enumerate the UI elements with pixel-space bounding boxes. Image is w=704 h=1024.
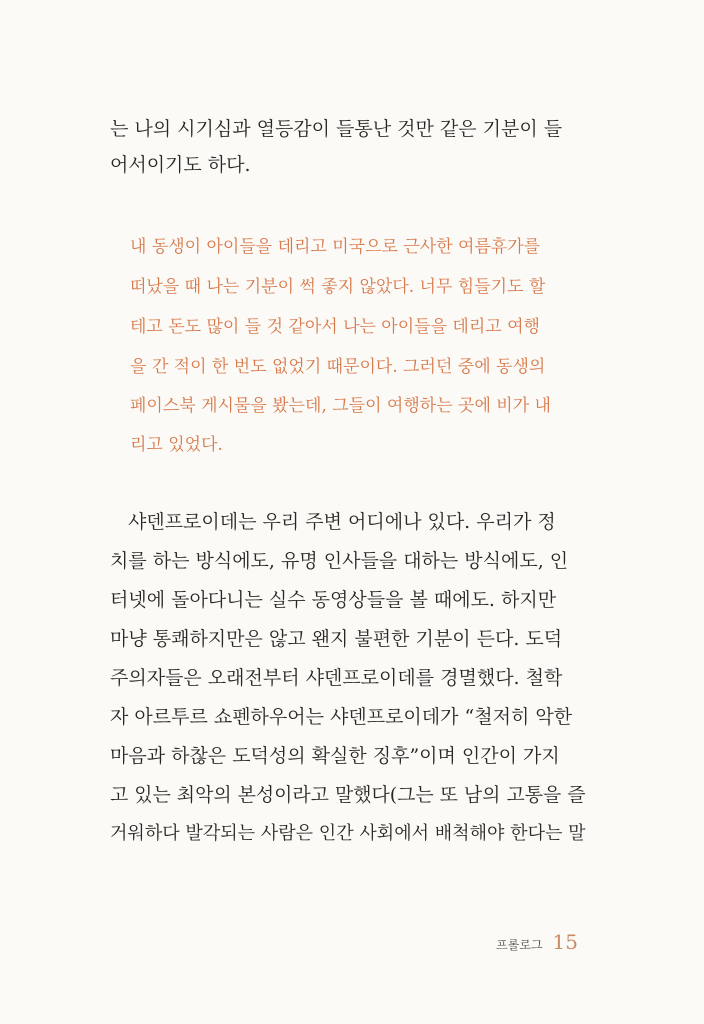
quote-line-6: 리고 있었다. [130,435,223,455]
intro-line-1: 는 나의 시기심과 열등감이 들통난 것만 같은 기분이 들 [110,118,563,140]
intro-line-2: 어서이기도 하다. [110,154,251,176]
main-line-7: 마음과 하찮은 도덕성의 확실한 징후”이며 인간이 가지 [110,745,560,767]
main-line-6: 자 아르투르 쇼펜하우어는 샤덴프로이데가 “철저히 악한 [110,706,573,728]
quote-line-4: 을 간 적이 한 번도 없었기 때문이다. 그러던 중에 동생의 [130,357,546,377]
page-footer [496,930,578,954]
section-title: 프롤로그 [496,938,543,952]
main-line-5: 주의자들은 오래전부터 샤덴프로이데를 경멸했다. 철학 [110,667,563,689]
quote-line-1: 내 동생이 아이들을 데리고 미국으로 근사한 여름휴가를 [130,237,541,257]
main-line-4: 마냥 통쾌하지만은 않고 왠지 불편한 기분이 든다. 도덕 [110,628,563,650]
quote-line-2: 떠났을 때 나는 기분이 썩 좋지 않았다. 너무 힘들기도 할 [130,277,546,297]
main-line-2: 치를 하는 방식에도, 유명 인사들을 대하는 방식에도, 인 [110,550,569,572]
quote-line-5: 페이스북 게시물을 봤는데, 그들이 여행하는 곳에 비가 내 [130,396,551,416]
quote-line-3: 테고 돈도 많이 들 것 같아서 나는 아이들을 데리고 여행 [130,317,540,337]
main-line-8: 고 있는 최악의 본성이라고 말했다(그는 또 남의 고통을 즐 [110,784,586,806]
main-line-9: 거워하다 발각되는 사람은 인간 사회에서 배척해야 한다는 말 [110,823,586,844]
page-number: 15 [552,930,578,954]
main-line-1: 샤덴프로이데는 우리 주변 어디에나 있다. 우리가 정 [128,511,556,533]
main-line-3: 터넷에 돌아다니는 실수 동영상들을 볼 때에도. 하지만 [110,589,557,611]
